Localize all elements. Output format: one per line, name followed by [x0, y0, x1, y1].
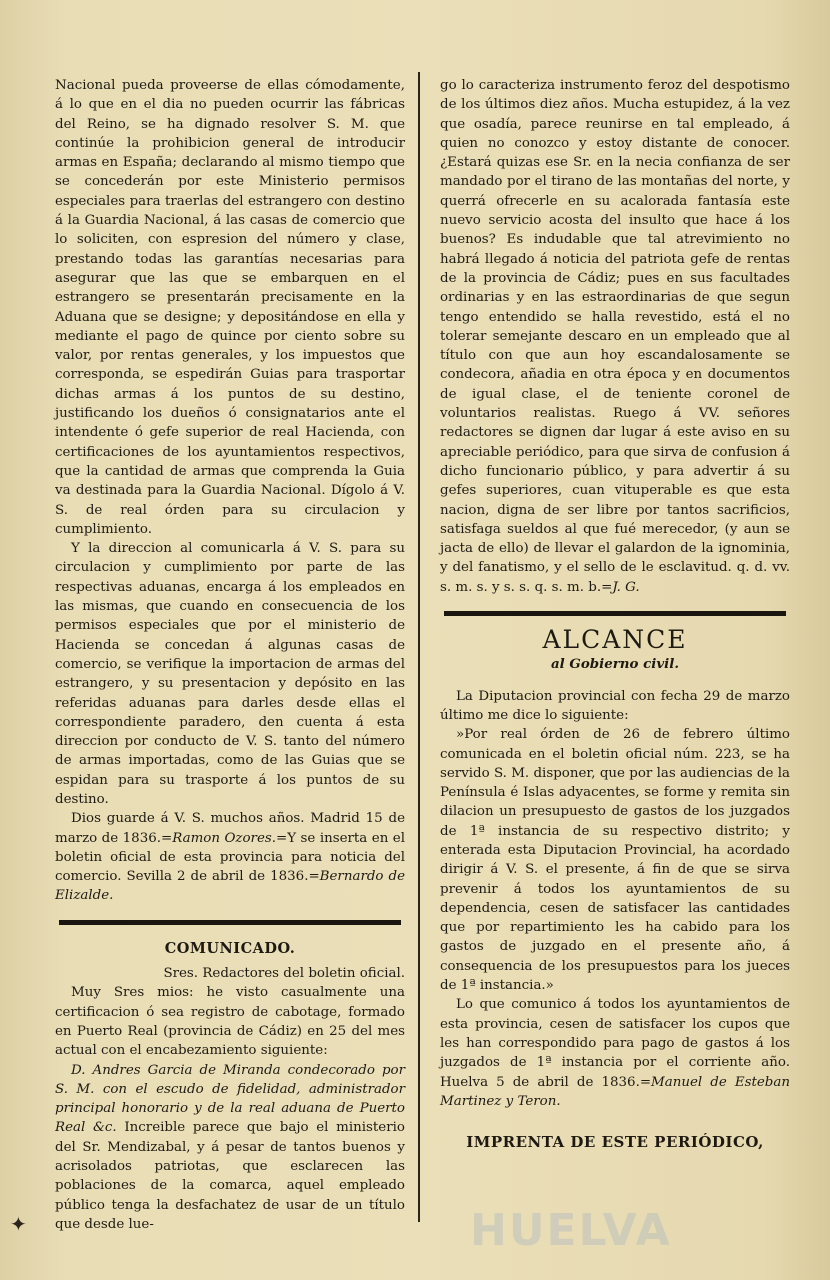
left-paragraph-5: [55, 1061, 405, 1235]
right-paragraph-4-text: Lo que comunico á todos los ayuntamientos de esta provincia, cesen de satisfacer los cupos que les han correspondido para pago de gastos á los juzgados de 1ª instancia por el corriente año. Huelva 5 de abril de 1836.=: [440, 997, 790, 1090]
column-divider: [418, 72, 420, 1222]
date-sevilla: .=Y se inserta en el boletin oficial de esta provincia para noticia del comercio. Sevilla 2 de abril de 1836.=: [55, 830, 405, 885]
section-rule: [59, 920, 401, 925]
right-paragraph-2: La Diputacion provincial con fecha 29 de marzo último me dice lo siguiente:: [440, 688, 790, 723]
date-madrid: Dios guarde á V. S. muchos años. Madrid 15 de marzo de 1836.=: [55, 811, 405, 846]
right-column: [440, 76, 790, 1152]
right-paragraph-4: [440, 995, 790, 1111]
alcance-heading: ALCANCE: [542, 625, 688, 655]
signature-jg: J. G.: [612, 579, 640, 595]
left-column: [55, 76, 405, 1234]
imprenta-footer: IMPRENTA DE ESTE PERIÓDICO,: [466, 1133, 764, 1152]
comunicado-heading: COMUNICADO.: [164, 939, 296, 957]
right-paragraph-3: »Por real órden de 26 de febrero último comunicada en el boletin oficial núm. 223, se ha servido S. M. disponer, que por las audiencias de la Península é Islas adyacentes, se forme y remita sin dilacion un presupuesto de gastos de los juzgados de 1ª instancia de su respectivo distrito; y enterada esta Diputacion Provincial, ha acordado dirigir á V. S. el presente, á fin de que se sirva prevenir á todos los ayuntamientos de su dependencia, cesen de satisfacer las cantidades que por repartimiento les ha cabido para los gastos de juzgado en el presente año, á consequencia de los presupuestos para los jueces de 1ª instancia.»: [440, 727, 790, 994]
margin-ornament-icon: ✦: [10, 1212, 27, 1236]
left-paragraph-5-text: Increible parece que bajo el ministerio del Sr. Mendizabal, y á pesar de tantos buenos y acrisolados patriotas, que esclarecen las poblaciones de la comarca, aquel empleado público tenga la desfachatez de usar de un título que desde lue-: [55, 1120, 405, 1232]
signature-esteban: Manuel de Esteban Martinez y Teron.: [440, 1074, 790, 1109]
left-paragraph-4: Muy Sres mios: he visto casualmente una certificacion ó sea registro de cabotage, formado en Puerto Real (provincia de Cádiz) en 25 del mes actual con el encabezamiento siguiente:: [55, 985, 405, 1059]
section-rule-right: [444, 611, 786, 616]
right-paragraph-1-text: go lo caracteriza instrumento feroz del despotismo de los últimos diez años. Mucha estupidez, á la vez que osadía, parece reunirse en tal empleado, á quien no conozco y estoy distante de conocer. ¿Estará quizas ese Sr. en la necia confianza de ser mandado por el tirano de las montañas del norte, y querrá ofrecerle en su acalorada fantasía este nuevo servicio acosta del insulto que hace á los buenos? Es indudable que tal atrevimiento no habrá llegado á noticia del patriota gefe de rentas de la provincia de Cádiz; pues en sus facultades ordinarias y en las estraordinarias de que segun tengo entendido se halla revestido, está el no tolerar semejante descaro en un empleado que al título con que aun hoy escandalosamente se condecora, añadia en otra época y en documentos de igual clase, el de teniente coronel de voluntarios realistas. Ruego á VV. señores redactores se dignen dar lugar á este aviso en su apreciable periódico, para que sirva de confusion á dicho funcionario público, y para advertir á su gefes superiores, cuan vituperable es que esta nacion, digna de ser libre por tantos sacrificios, satisfaga sueldos al que fué merecedor, (y aun se jacta de ello) de llevar el galardon de la ignominia, y del fanatismo, y el sello de le esclavitud. q. d. vv. s. m. s. y s. s. q. s. m. b.=: [440, 78, 790, 595]
signature-elizalde: Bernardo de Elizalde.: [55, 869, 405, 904]
left-paragraph-3: [55, 809, 405, 905]
huelva-watermark: HUELVA: [470, 1205, 672, 1256]
right-paragraph-1: [440, 76, 790, 597]
alcance-subheading: al Gobierno civil.: [550, 656, 679, 673]
quoted-title: D. Andres Garcia de Miranda condecorado por S. M. con el escudo de fidelidad, administrador principal honorario y de la real aduana de Puerto Real &c.: [55, 1062, 405, 1136]
left-paragraph-2: Y la direccion al comunicarla á V. S. para su circulacion y cumplimiento por parte de las respectivas aduanas, encarga á los empleados en las mismas, que cuando en consecuencia de los permisos especiales que por el ministerio de Hacienda se concedan á algunas casas de comercio, se verifique la importacion de armas del estrangero, y su presentacion y depósito en las referidas aduanas para darles desde ellas el correspondiente paradero, den cuenta á esta direccion por conducto de V. S. tanto del número de armas importadas, como de las Guias que se espidan para su trasporte á los puntos de su destino.: [55, 541, 405, 807]
greeting: Sres. Redactores del boletin oficial.: [163, 966, 405, 982]
signature-ozores: Ramon Ozores: [172, 830, 272, 846]
left-paragraph-1: Nacional pueda proveerse de ellas cómodamente, á lo que en el dia no pueden ocurrir las fábricas del Reino, se ha dignado resolver S. M. que continúe la prohibicion general de introducir armas en España; declarando al mismo tiempo que se concederán por este Ministerio permisos especiales para traerlas del estrangero con destino á la Guardia Nacional, á las casas de comercio que lo soliciten, con espresion del número y clase, prestando todas las garantías necesarias para asegurar que las que se embarquen en el estrangero se presentarán precisamente en la Aduana que se designe; y depositándose en ella y mediante el pago de quince por ciento sobre su valor, por rentas generales, y los impuestos que corresponda, se espedirán Guias para trasportar dichas armas á los puntos de su destino, justificando los dueños ó consignatarios ante el intendente ó gefe superior de real Hacienda, con certificaciones de los ayuntamientos respectivos, que la cantidad de armas que comprenda la Guia va destinada para la Guardia Nacional. Dígolo á V. S. de real órden para su circulacion y cumplimiento.: [55, 78, 405, 537]
